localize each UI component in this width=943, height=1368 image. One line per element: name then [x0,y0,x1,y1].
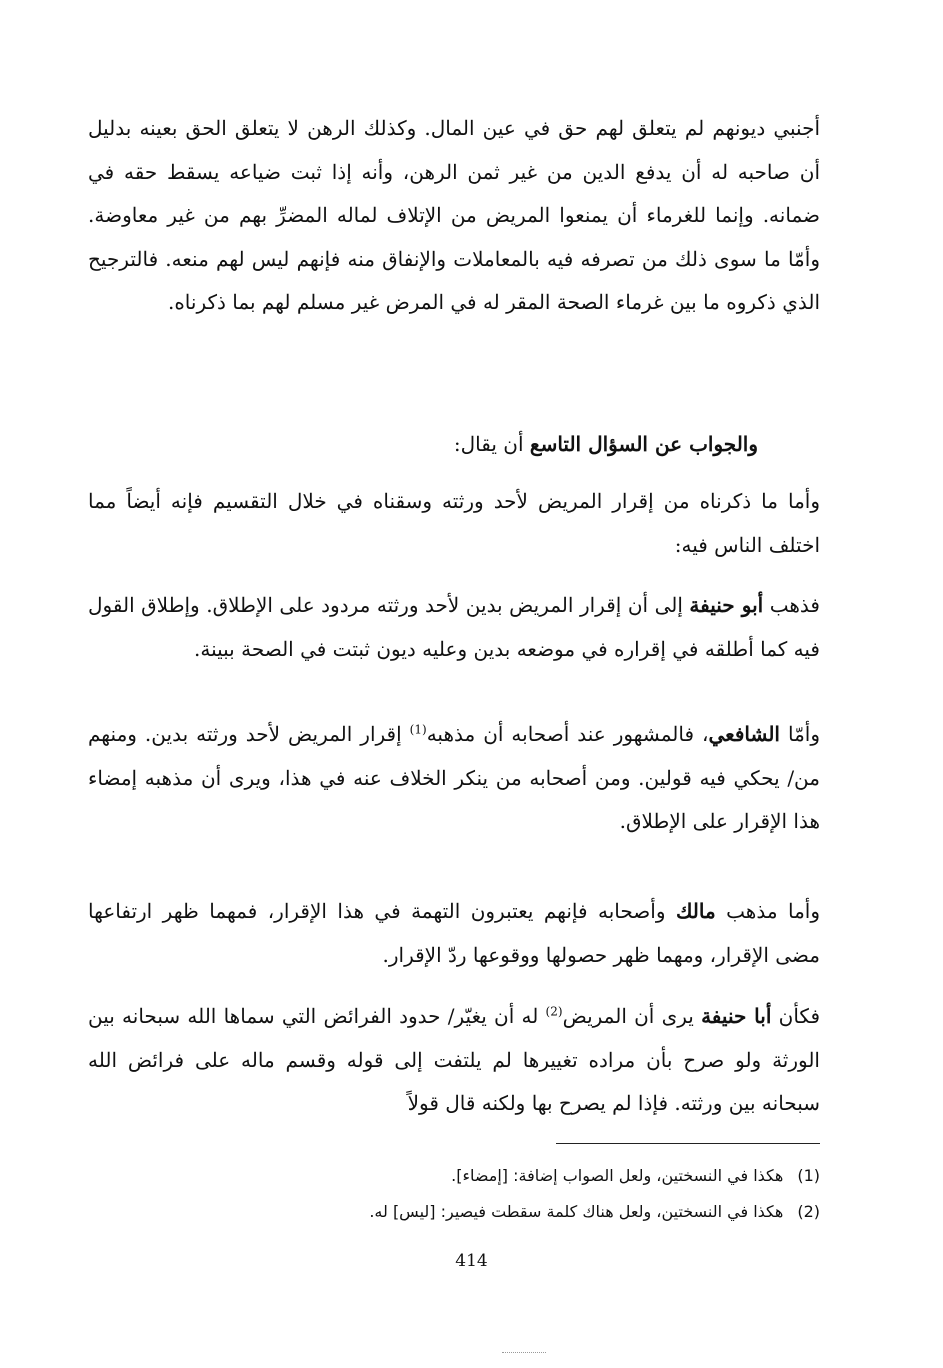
name-shafii: الشافعي [708,722,780,746]
paragraph-2: وأما ما ذكرناه من إقرار المريض لأحد ورثته وسقناه في خلال التقسيم فإنه أيضاً مما اختلف الناس فيه: [88,489,820,557]
paragraph-3: فذهب أبو حنيفة إلى أن إقرار المريض بدين لأحد ورثته مردود على الإطلاق. وإطلاق القول فيه كما أطلقه في إقراره في موضعه بدين وعليه ديون ثبتت في الصحة ببينة. [88,593,820,661]
paragraph-1: أجنبي ديونهم لم يتعلق لهم حق في عين المال. وكذلك الرهن لا يتعلق الحق بعينه بدليل أن صاحبه له أن يدفع الدين من غير ثمن الرهن، وأنه إذا ثبت ضياعه يسقط حقه في ضمانه. وإنما للغرماء أن يمنعوا المريض من الإتلاف لماله المضرِّ بهم من غير معاوضة. وأمّا ما سوى ذلك من تصرفه فيه بالمعاملات والإنفاق منه فإنهم ليس لهم منعه. فالترجيح الذي ذكروه ما بين غرماء الصحة المقر له في المرض غير مسلم لهم بما ذكرناه. [88,116,820,314]
footnote-ref-1[interactable]: (1) [409,722,427,737]
scan-artifact [502,1352,546,1353]
section-heading [454,424,758,464]
paragraph-5: وأما مذهب مالك وأصحابه فإنهم يعتبرون التهمة في هذا الإقرار، فمهما ظهر ارتفاعها مضى الإقرار، ومهما ظهر حصولها ووقوعها ردّ الإقرار. [88,899,820,967]
footnote-separator [556,1143,820,1144]
page-number: 414 [455,1251,488,1271]
footnotes [88,1158,820,1230]
name-malik: مالك [675,899,716,923]
footnote-ref-2[interactable]: (2) [545,1004,563,1019]
footnote-1: (1)هكذا في النسختين، ولعل الصواب إضافة: [إمضاء]. [451,1166,820,1185]
heading-rest: أن يقال: [453,432,530,456]
paragraph-6: فكأن أبا حنيفة يرى أن المريض$^{(2)}$ له أن يغيّر/ حدود الفرائض التي سماها الله سبحانه بين الورثة ولو صرح بأن مراده تغييرها لم يلتفت إلى قوله وقسم ماله على فرائض الله سبحانه بين ورثته. فإذا لم يصرح بها ولكنه قال قولاً [88,1004,821,1115]
name-abu-hanifa: أبو حنيفة [689,593,764,617]
paragraph-4: وأمّا الشافعي، فالمشهور عند أصحابه أن مذهبه$^{(1)}$ إقرار المريض لأحد ورثته بدين. ومنهم من/ يحكي فيه قولين. ومن أصحابه من ينكر الخلاف عنه في هذا، ويرى أن مذهبه إمضاء هذا الإقرار على الإطلاق. [88,722,820,833]
name-abu-hanifa-2: أبا حنيفة [701,1004,772,1028]
heading-bold: والجواب عن السؤال التاسع [529,432,758,456]
footnote-2: (2)هكذا في النسختين، ولعل هناك كلمة سقطت فيصير: [ليس] له. [369,1202,820,1221]
